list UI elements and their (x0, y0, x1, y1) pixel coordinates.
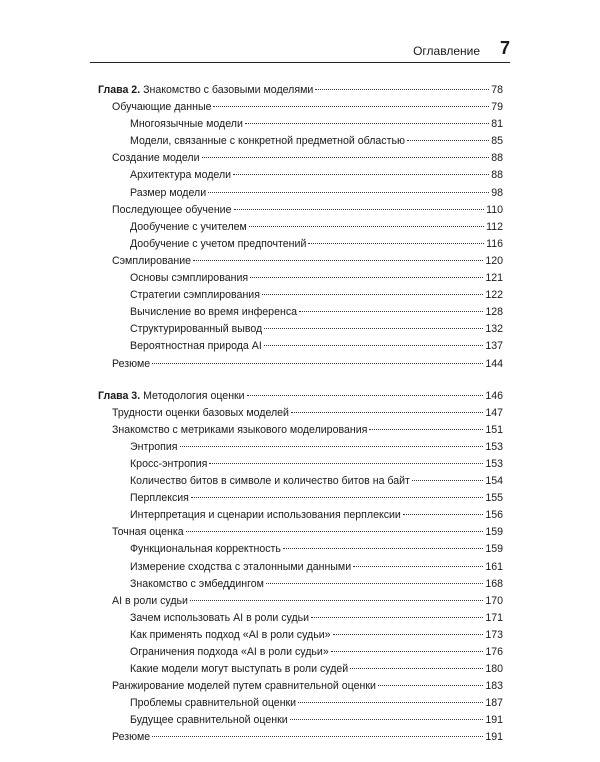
toc-entry-title: Кросс-энтропия (130, 457, 208, 470)
toc-entry[interactable] (98, 541, 503, 558)
toc-entry[interactable] (98, 236, 503, 253)
dot-leader (412, 480, 483, 481)
dot-leader (180, 446, 484, 447)
toc-page: 159 (485, 526, 503, 539)
toc-page: 85 (491, 135, 503, 148)
chapter-title: Знакомство с базовыми моделями (140, 84, 314, 96)
toc-entry-title: Резюме (112, 357, 151, 370)
toc-entry-title: Резюме (112, 731, 151, 744)
toc-entry[interactable] (98, 253, 503, 270)
toc-page: 161 (485, 560, 503, 573)
dot-leader (369, 429, 483, 430)
header-title: Оглавление (413, 44, 480, 58)
dot-leader (208, 192, 489, 193)
toc-entry-title: Основы сэмплирования (130, 272, 249, 285)
toc-page: 191 (485, 714, 503, 727)
dot-leader (190, 600, 483, 601)
toc-entry-title: Количество битов в символе и количество битов на байт (130, 475, 410, 488)
toc-entry[interactable] (98, 219, 503, 236)
running-header (90, 40, 510, 63)
toc-entry-title: Трудности оценки базовых моделей (112, 406, 289, 419)
chapter-title: Методология оценки (140, 389, 245, 402)
dot-leader (350, 668, 483, 669)
toc-entry-title: Архитектура модели (130, 169, 232, 182)
toc-page: 153 (485, 457, 503, 470)
toc-page: 153 (485, 440, 503, 453)
toc-entry[interactable] (98, 270, 503, 287)
toc-entry-title: Какие модели могут выступать в роли судей (130, 663, 349, 676)
toc-page: 79 (491, 101, 503, 114)
toc-entry[interactable] (98, 729, 503, 746)
chapter-2 (98, 82, 503, 373)
toc-entry[interactable] (98, 661, 503, 678)
toc-entry-title: Зачем использовать AI в роли судьи (130, 611, 310, 624)
toc-page: 128 (485, 306, 503, 319)
toc-entry[interactable] (98, 524, 503, 541)
toc-entry-title: Дообучение с учетом предпочтений (130, 237, 307, 250)
chapter-label: Глава 3. (98, 389, 141, 402)
toc-entry[interactable] (98, 490, 503, 507)
toc-entry[interactable] (98, 116, 503, 133)
toc-entry-title: Проблемы сравнительной оценки (130, 697, 297, 710)
toc-entry-title: Вычисление во время инференса (130, 306, 298, 319)
dot-leader (298, 702, 483, 703)
toc-page: 183 (485, 680, 503, 693)
toc-entry[interactable] (98, 321, 503, 338)
dot-leader (234, 209, 485, 210)
toc-page: 137 (485, 340, 503, 353)
dot-leader (291, 412, 483, 413)
toc-entry[interactable] (98, 422, 503, 439)
toc-entry[interactable] (98, 695, 503, 712)
dot-leader (264, 345, 484, 346)
toc-entry-title: Как применять подход «AI в роли судьи» (130, 628, 331, 641)
toc-page: 154 (485, 475, 503, 488)
toc-page: 159 (485, 543, 503, 556)
toc-entry[interactable] (98, 133, 503, 150)
toc-page: 116 (486, 237, 503, 250)
toc-entry[interactable] (98, 304, 503, 321)
toc-entry[interactable] (98, 405, 503, 422)
dot-leader (202, 157, 490, 158)
toc-page: 144 (485, 357, 503, 370)
toc-page: 78 (491, 84, 503, 96)
toc-entry[interactable] (98, 644, 503, 661)
toc-entry-title: Вероятностная природа AI (130, 340, 262, 353)
dot-leader (331, 651, 484, 652)
toc-entry-title: Знакомство с метриками языкового моделирования (112, 423, 368, 436)
toc-page: 155 (485, 492, 503, 505)
toc-page: 170 (485, 594, 503, 607)
toc-entry[interactable] (98, 627, 503, 644)
toc-chapter-heading[interactable] (98, 388, 503, 405)
toc-page: 187 (485, 697, 503, 710)
toc-entry-title: Измерение сходства с эталонными данными (130, 560, 352, 573)
dot-leader (353, 566, 483, 567)
dot-leader (264, 328, 483, 329)
toc-entry-title: Интерпретация и сценарии использования перплексии (130, 509, 401, 522)
toc-entry[interactable] (98, 99, 503, 116)
toc-entry[interactable] (98, 356, 503, 373)
page-number: 7 (499, 38, 510, 58)
toc-entry[interactable] (98, 287, 503, 304)
dot-leader (213, 106, 489, 107)
dot-leader (186, 531, 484, 532)
toc-entry-title: Обучающие данные (112, 101, 212, 114)
toc-entry-title: Дообучение с учителем (130, 220, 247, 233)
toc-page: 122 (485, 289, 503, 302)
toc-page: 147 (485, 406, 503, 419)
dot-leader (245, 123, 489, 124)
toc-page: 121 (485, 272, 503, 285)
toc-page: 110 (486, 203, 503, 216)
dot-leader (315, 89, 489, 90)
toc-entry[interactable] (98, 507, 503, 524)
dot-leader (407, 140, 489, 141)
toc-entry-title: Сэмплирование (112, 254, 192, 267)
dot-leader (152, 736, 483, 737)
toc-entry-title: Будущее сравнительной оценки (130, 714, 288, 727)
toc-entry-title: Структурированный вывод (130, 323, 263, 336)
dot-leader (299, 311, 483, 312)
toc-page: 176 (485, 646, 503, 658)
dot-leader (191, 497, 483, 498)
table-of-contents (98, 82, 503, 762)
toc-page: 173 (485, 628, 503, 641)
toc-entry[interactable] (98, 559, 503, 576)
toc-entry-title: Стратегии сэмплирования (130, 289, 260, 302)
toc-entry[interactable] (98, 338, 503, 355)
dot-leader (209, 463, 483, 464)
dot-leader (403, 514, 483, 515)
toc-entry-title: Точная оценка (112, 526, 184, 539)
toc-page: 88 (491, 152, 503, 165)
toc-entry-title: Ранжирование моделей путем сравнительной оценки (112, 680, 376, 693)
toc-entry-title: Размер модели (130, 186, 207, 199)
toc-page: 171 (485, 611, 503, 624)
toc-page: 191 (485, 731, 503, 744)
dot-leader (266, 583, 483, 584)
dot-leader (233, 174, 489, 175)
toc-chapter-heading[interactable] (98, 82, 503, 99)
dot-leader (250, 277, 483, 278)
toc-page: 180 (485, 663, 503, 676)
toc-entry-title: Создание модели (112, 152, 200, 165)
toc-entry-title: Знакомство с эмбеддингом (130, 577, 264, 590)
toc-entry-title: Перплексия (130, 492, 189, 505)
chapter-label: Глава 2. (98, 84, 141, 96)
toc-page: 168 (485, 577, 503, 590)
chapter-3 (98, 388, 503, 747)
toc-entry[interactable] (98, 610, 503, 627)
toc-page: 81 (491, 118, 503, 131)
toc-entry[interactable] (98, 473, 503, 490)
toc-entry[interactable] (98, 593, 503, 610)
dot-leader (193, 260, 483, 261)
dot-leader (249, 226, 484, 227)
toc-entry-title: Функциональная корректность (130, 543, 281, 556)
toc-entry[interactable] (98, 150, 503, 167)
dot-leader (311, 617, 483, 618)
toc-entry[interactable] (98, 678, 503, 695)
dot-leader (152, 363, 483, 364)
toc-entry-title: Многоязычные модели (130, 118, 243, 131)
toc-page: 132 (485, 323, 503, 336)
toc-entry-title: Модели, связанные с конкретной предметной областью (130, 135, 405, 148)
toc-page: 88 (491, 169, 503, 182)
toc-page: 98 (491, 186, 503, 199)
toc-entry-title: Энтропия (130, 440, 178, 453)
dot-leader (290, 719, 484, 720)
toc-page: 146 (485, 389, 503, 402)
toc-page: 120 (485, 254, 503, 267)
toc-page: 151 (485, 423, 503, 436)
toc-page: 156 (485, 509, 503, 522)
dot-leader (333, 634, 484, 635)
toc-entry[interactable] (98, 576, 503, 593)
toc-entry-title: Последующее обучение (112, 203, 232, 216)
toc-entry[interactable] (98, 439, 503, 456)
dot-leader (308, 243, 484, 244)
dot-leader (247, 395, 484, 396)
toc-entry[interactable] (98, 202, 503, 219)
toc-entry-title: Ограничения подхода «AI в роли судьи» (130, 646, 329, 658)
toc-entry[interactable] (98, 712, 503, 729)
toc-entry[interactable] (98, 185, 503, 202)
dot-leader (283, 548, 483, 549)
toc-page: 112 (486, 220, 503, 233)
toc-entry[interactable] (98, 456, 503, 473)
dot-leader (378, 685, 483, 686)
dot-leader (262, 294, 483, 295)
toc-entry[interactable] (98, 167, 503, 184)
toc-entry-title: AI в роли судьи (112, 594, 188, 607)
